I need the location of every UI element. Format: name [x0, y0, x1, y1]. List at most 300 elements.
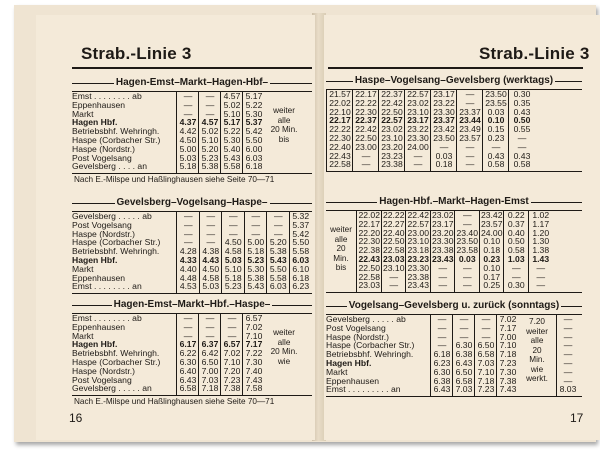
time-cell: —	[563, 331, 573, 342]
time-cell: 23.22	[407, 124, 429, 135]
time-cell: —	[227, 330, 237, 341]
time-cell: 7.10	[223, 356, 241, 367]
time-cell: 6.38	[455, 349, 473, 360]
time-cell: —	[251, 211, 261, 221]
time-cell: 23.49	[459, 124, 481, 135]
time-cell: 7.30	[499, 366, 517, 377]
time-cell: 23.44	[459, 115, 481, 126]
time-cell: 6.30	[433, 366, 451, 377]
time-cell: 6.17	[179, 339, 197, 350]
time-cell: 4.50	[224, 237, 242, 248]
time-cell: 5.42	[245, 126, 263, 137]
time-cell: 6.18	[292, 272, 310, 283]
time-cell: 7.38	[499, 375, 517, 386]
station-name: Emst . . . . . . . . ab	[72, 91, 142, 101]
time-cell: 6.58	[455, 375, 473, 386]
time-cell: 5.30	[247, 263, 265, 274]
time-cell: —	[437, 314, 447, 324]
time-cell: 1.30	[532, 236, 550, 247]
section-footnote: Nach E.-Milspe und Haßlinghausen siehe Seite 70—71	[74, 397, 275, 407]
time-cell: 7.38	[223, 383, 241, 394]
time-column	[430, 211, 456, 292]
station-name: Betriebsbhf. Wehringh.	[326, 349, 414, 360]
time-cell: 4.37	[179, 117, 197, 128]
time-cell: —	[183, 219, 193, 230]
time-cell: 22.30	[358, 236, 380, 247]
station-name: Emst . . . . . . . . an	[72, 281, 142, 292]
time-column	[430, 315, 453, 396]
time-cell: —	[361, 150, 371, 161]
time-cell: 0.03	[487, 106, 505, 117]
station-name: Post Vogelsang	[72, 219, 132, 230]
time-cell: 0.18	[435, 159, 453, 170]
station-name: Haspe (Corbacher Str.)	[326, 340, 415, 351]
time-cell: 7.17	[499, 322, 517, 333]
time-cell: 0.58	[507, 245, 525, 256]
time-cell: 0.35	[513, 97, 531, 108]
time-cell: —	[228, 228, 238, 239]
time-cell: 0.43	[513, 150, 531, 161]
time-cell: —	[462, 271, 472, 282]
time-cell: —	[228, 211, 238, 221]
time-cell: 5.30	[245, 108, 263, 119]
time-cell: 22.40	[329, 141, 351, 152]
time-cell: 22.43	[358, 253, 380, 264]
station-name: Hagen Hbf.	[72, 339, 118, 350]
time-cell: 6.43	[179, 374, 197, 385]
time-cell: 0.23	[487, 132, 505, 143]
time-cell: 7.17	[245, 339, 263, 350]
time-cell: 4.57	[201, 117, 219, 128]
time-column	[176, 212, 200, 293]
section-footnote: Nach E.-Milspe und Haßlinghausen siehe Seite 70—71	[74, 175, 275, 185]
time-cell: 7.03	[477, 357, 495, 368]
time-cell: 6.23	[433, 357, 451, 368]
time-cell: 23.10	[382, 262, 405, 273]
time-cell: 1.17	[532, 218, 550, 229]
time-cell: —	[206, 211, 216, 221]
time-cell: 5.38	[247, 272, 265, 283]
time-cell: 5.38	[269, 246, 287, 257]
time-column	[176, 314, 199, 395]
time-cell: 0.10	[487, 115, 505, 126]
time-cell: 22.58	[358, 271, 380, 282]
time-cell: 6.58	[477, 349, 495, 360]
time-cell: 5.17	[245, 91, 263, 101]
time-cell: 6.30	[179, 356, 197, 367]
time-cell: 22.02	[329, 97, 351, 108]
time-cell: —	[511, 271, 521, 282]
time-cell: 22.57	[407, 89, 429, 99]
time-cell: 6.58	[179, 383, 197, 394]
timetable-grid	[326, 89, 582, 172]
station-name: Markt	[72, 263, 94, 274]
time-cell: —	[563, 322, 573, 333]
station-name: Haspe (Corbacher Str.)	[72, 134, 161, 145]
page-title: Strab.-Linie 3	[479, 44, 590, 63]
time-cell: 22.50	[381, 106, 403, 117]
time-cell: 5.00	[247, 237, 265, 248]
time-column	[430, 90, 457, 171]
time-cell: 23.18	[407, 245, 429, 256]
time-cell: —	[183, 228, 193, 239]
time-cell: 6.10	[292, 263, 310, 274]
time-cell: 1.03	[507, 253, 525, 264]
time-cell: 6.23	[292, 281, 310, 292]
time-cell: 22.43	[329, 150, 351, 161]
time-cell: —	[462, 210, 472, 220]
timetable-grid	[72, 211, 312, 294]
station-name: Haspe (Corbacher Str.)	[72, 356, 161, 367]
time-cell: 22.17	[355, 89, 377, 99]
time-cell: 22.27	[382, 218, 405, 229]
time-cell: —	[459, 322, 469, 333]
time-cell: —	[511, 262, 521, 273]
time-cell: —	[517, 132, 527, 143]
time-cell: 5.22	[245, 99, 263, 110]
time-cell: 5.03	[224, 254, 242, 265]
time-cell: —	[227, 321, 237, 332]
timetable-grid	[72, 313, 312, 396]
station-name: Eppenhausen	[72, 99, 126, 110]
time-cell: 6.40	[179, 365, 197, 376]
section-heading-text: Gevelsberg–Vogelsang–Haspe–	[116, 197, 268, 208]
time-cell: —	[206, 237, 216, 248]
time-cell: 22.37	[381, 89, 403, 99]
time-cell: —	[183, 108, 193, 119]
time-column	[242, 314, 265, 395]
time-cell: —	[437, 340, 447, 351]
time-cell: 0.50	[513, 115, 531, 126]
time-cell: 6.43	[455, 357, 473, 368]
time-cell: 23.37	[433, 115, 455, 126]
station-name: Markt	[72, 330, 94, 341]
time-cell: —	[439, 141, 449, 152]
time-cell: 4.50	[202, 263, 220, 274]
time-cell: 0.50	[507, 236, 525, 247]
time-cell: 0.43	[513, 106, 531, 117]
time-cell: 22.22	[382, 210, 405, 220]
time-cell: 5.03	[202, 281, 220, 292]
station-name: Haspe (Nordstr.)	[72, 143, 136, 154]
time-cell: —	[413, 159, 423, 170]
time-cell: 8.03	[559, 384, 577, 395]
time-cell: 7.02	[245, 321, 263, 332]
time-cell: 0.30	[513, 89, 531, 99]
station-name: Eppenhausen	[72, 321, 126, 332]
time-cell: 23.30	[407, 132, 429, 143]
time-cell: 22.42	[407, 210, 429, 220]
time-cell: 6.18	[433, 349, 451, 360]
section-heading-text: Haspe–Vogelsang–Gevelsberg (werktags)	[354, 75, 554, 86]
time-cell: 23.42	[433, 124, 455, 135]
interval-note: weiter alle 20 Min. wie	[270, 328, 298, 366]
time-cell: 7.10	[499, 340, 517, 351]
time-cell: 5.23	[201, 152, 219, 163]
time-cell: 23.00	[355, 141, 377, 152]
time-cell: 0.10	[483, 236, 501, 247]
station-name: Hagen Hbf.	[72, 117, 118, 128]
time-cell: 23.30	[407, 262, 429, 273]
time-column	[352, 90, 379, 171]
time-cell: 5.18	[247, 246, 265, 257]
time-cell: 5.18	[179, 161, 197, 172]
time-cell: 7.22	[245, 348, 263, 359]
time-cell: —	[437, 322, 447, 333]
time-cell: 7.58	[245, 383, 263, 394]
time-cell: 5.58	[269, 272, 287, 283]
time-cell: —	[183, 211, 193, 221]
timetable-section	[326, 300, 582, 397]
open-timetable-book	[14, 5, 596, 442]
time-cell: —	[361, 159, 371, 170]
time-cell: —	[273, 228, 283, 239]
time-cell: 23.23	[381, 150, 403, 161]
time-cell: 5.30	[223, 134, 241, 145]
time-cell: —	[205, 321, 215, 332]
time-column	[378, 90, 405, 171]
time-cell: 4.28	[179, 246, 197, 257]
time-cell: 24.00	[480, 227, 503, 238]
time-cell: 5.43	[269, 254, 287, 265]
time-cell: 0.15	[487, 124, 505, 135]
station-list	[72, 92, 176, 171]
station-name: Haspe (Nordstr.)	[72, 365, 136, 376]
time-cell: 22.50	[358, 262, 380, 273]
time-column	[404, 90, 431, 171]
time-cell: —	[563, 366, 573, 377]
time-cell: 23.50	[433, 132, 455, 143]
time-column	[176, 92, 199, 173]
time-cell: 23.55	[485, 97, 507, 108]
time-cell: —	[183, 330, 193, 341]
time-cell: 6.03	[292, 254, 310, 265]
time-cell: 23.02	[381, 124, 403, 135]
time-cell: 0.22	[507, 210, 525, 220]
time-cell: —	[183, 91, 193, 101]
time-cell: 0.03	[435, 150, 453, 161]
time-cell: 22.50	[382, 236, 405, 247]
time-cell: —	[273, 219, 283, 230]
time-cell: 5.43	[223, 152, 241, 163]
time-column	[496, 315, 519, 396]
time-column	[220, 314, 243, 395]
station-name: Eppenhausen	[72, 272, 126, 283]
time-cell: —	[438, 271, 448, 282]
time-cell: —	[413, 150, 423, 161]
time-cell: 7.23	[477, 384, 495, 395]
timetable-section	[72, 197, 312, 294]
time-cell: 23.10	[407, 106, 429, 117]
time-cell: 22.17	[329, 115, 351, 126]
time-cell: 0.25	[483, 280, 501, 291]
time-cell: 6.50	[477, 340, 495, 351]
time-cell: 6.57	[223, 339, 241, 350]
time-cell: —	[438, 280, 448, 291]
time-cell: 23.20	[431, 227, 454, 238]
time-cell: 7.18	[477, 375, 495, 386]
section-heading	[326, 300, 582, 311]
time-cell: 22.42	[381, 97, 403, 108]
time-cell: —	[563, 375, 573, 386]
time-column	[474, 315, 497, 396]
time-cell: 5.38	[201, 161, 219, 172]
time-cell: 6.50	[201, 356, 219, 367]
time-cell: 6.37	[201, 339, 219, 350]
time-cell: 22.20	[358, 227, 380, 238]
time-cell: 7.18	[201, 383, 219, 394]
time-cell: 23.00	[407, 227, 429, 238]
title-rule	[72, 67, 312, 69]
time-cell: 7.23	[499, 357, 517, 368]
time-cell: 23.42	[480, 210, 503, 220]
time-cell: —	[462, 280, 472, 291]
time-cell: 22.57	[407, 218, 429, 229]
time-cell: 6.38	[433, 375, 451, 386]
station-name: Gevelsberg . . . . . ab	[326, 314, 406, 324]
station-name: Markt	[326, 366, 348, 377]
time-cell: —	[205, 330, 215, 341]
timetable-grid	[72, 91, 312, 174]
time-cell: 4.58	[224, 246, 242, 257]
time-cell: —	[563, 314, 573, 324]
time-cell: 23.10	[407, 236, 429, 247]
time-cell: 23.17	[433, 89, 455, 99]
time-cell: 22.58	[382, 245, 405, 256]
time-cell: 23.30	[433, 106, 455, 117]
time-cell: 23.43	[431, 253, 454, 264]
time-cell: 5.58	[223, 161, 241, 172]
timetable-section	[326, 196, 582, 293]
time-cell: 23.57	[459, 132, 481, 143]
time-cell: 7.03	[201, 374, 219, 385]
time-column	[482, 90, 509, 171]
time-cell: 5.42	[292, 228, 310, 239]
time-cell: —	[251, 228, 261, 239]
time-cell: 23.40	[456, 227, 478, 238]
time-cell: —	[206, 228, 216, 239]
time-cell: —	[459, 314, 469, 324]
time-cell: 5.43	[247, 281, 265, 292]
time-cell: 7.20	[223, 365, 241, 376]
time-cell: 7.00	[201, 365, 219, 376]
time-cell: —	[563, 349, 573, 360]
time-cell: 5.50	[269, 263, 287, 274]
time-cell: 6.03	[245, 152, 263, 163]
time-column	[244, 212, 268, 293]
time-cell: 6.57	[245, 313, 263, 323]
time-cell: 23.37	[459, 106, 481, 117]
time-cell: 1.02	[532, 210, 550, 220]
time-cell: 5.50	[245, 134, 263, 145]
time-cell: 23.17	[431, 218, 454, 229]
section-heading-text: Vogelsang–Gevelsberg u. zurück (sonntags)	[348, 300, 560, 311]
time-cell: 7.40	[245, 365, 263, 376]
station-name: Gevelsberg . . . . . an	[72, 383, 152, 394]
time-cell: 22.22	[329, 124, 351, 135]
station-name: Haspe (Nordstr.)	[326, 331, 390, 342]
time-cell: 21.57	[329, 89, 351, 99]
time-cell: 22.38	[358, 245, 380, 256]
station-name: Hagen Hbf.	[72, 254, 118, 265]
time-cell: 7.00	[499, 331, 517, 342]
time-cell: —	[465, 97, 475, 108]
time-cell: 5.23	[224, 281, 242, 292]
time-cell: 7.03	[455, 384, 473, 395]
time-cell: —	[481, 322, 491, 333]
time-cell: 23.20	[381, 141, 403, 152]
time-cell: 23.50	[485, 89, 507, 99]
time-cell: 0.55	[513, 124, 531, 135]
time-cell: 5.02	[223, 99, 241, 110]
time-cell: —	[465, 141, 475, 152]
station-name: Betriebsbhf. Wehringh.	[72, 126, 160, 137]
time-cell: 22.58	[329, 159, 351, 170]
time-column	[198, 314, 221, 395]
time-cell: 22.57	[381, 115, 403, 126]
time-cell: 5.10	[224, 263, 242, 274]
time-cell: —	[536, 262, 546, 273]
station-name: Post Vogelsang	[326, 322, 386, 333]
section-heading	[72, 197, 312, 208]
time-cell: 1.20	[532, 227, 550, 238]
time-column	[405, 211, 431, 292]
station-list	[72, 212, 176, 291]
time-column	[221, 212, 245, 293]
section-heading	[326, 196, 582, 207]
station-name: Post Vogelsang	[72, 152, 132, 163]
time-cell: 6.43	[433, 384, 451, 395]
time-cell: 23.50	[456, 236, 478, 247]
time-column	[452, 315, 475, 396]
station-name: Eppenhausen	[326, 375, 380, 386]
time-cell: 23.22	[433, 97, 455, 108]
interval-note: weiter alle 20 Min. bis	[330, 225, 352, 272]
time-column	[289, 212, 313, 293]
time-cell: 7.18	[499, 349, 517, 360]
time-cell: 22.50	[355, 132, 377, 143]
time-cell: 4.33	[179, 254, 197, 265]
time-cell: —	[563, 340, 573, 351]
time-cell: 22.37	[355, 115, 377, 126]
time-cell: 5.40	[223, 143, 241, 154]
station-name: Betriebsbhf. Wehringh.	[72, 246, 160, 257]
time-column	[266, 212, 290, 293]
time-cell: 4.40	[179, 263, 197, 274]
time-cell: 5.23	[247, 254, 265, 265]
time-cell: 22.42	[355, 124, 377, 135]
time-cell: —	[205, 99, 215, 110]
time-cell: 1.43	[532, 253, 550, 264]
time-cell: —	[227, 313, 237, 323]
time-cell: 7.43	[499, 384, 517, 395]
time-cell: 5.03	[179, 152, 197, 163]
time-cell: —	[465, 89, 475, 99]
time-cell: 5.00	[179, 143, 197, 154]
time-cell: 23.43	[407, 280, 429, 291]
time-cell: 23.02	[407, 97, 429, 108]
time-cell: 5.50	[292, 237, 310, 248]
timetable-section	[72, 77, 312, 185]
time-column	[356, 211, 382, 292]
time-cell: —	[536, 271, 546, 282]
time-cell: 5.37	[245, 117, 263, 128]
time-cell: —	[491, 141, 501, 152]
time-cell: 22.30	[355, 106, 377, 117]
time-cell: 6.22	[179, 348, 197, 359]
time-column	[479, 211, 505, 292]
time-column	[220, 92, 243, 173]
